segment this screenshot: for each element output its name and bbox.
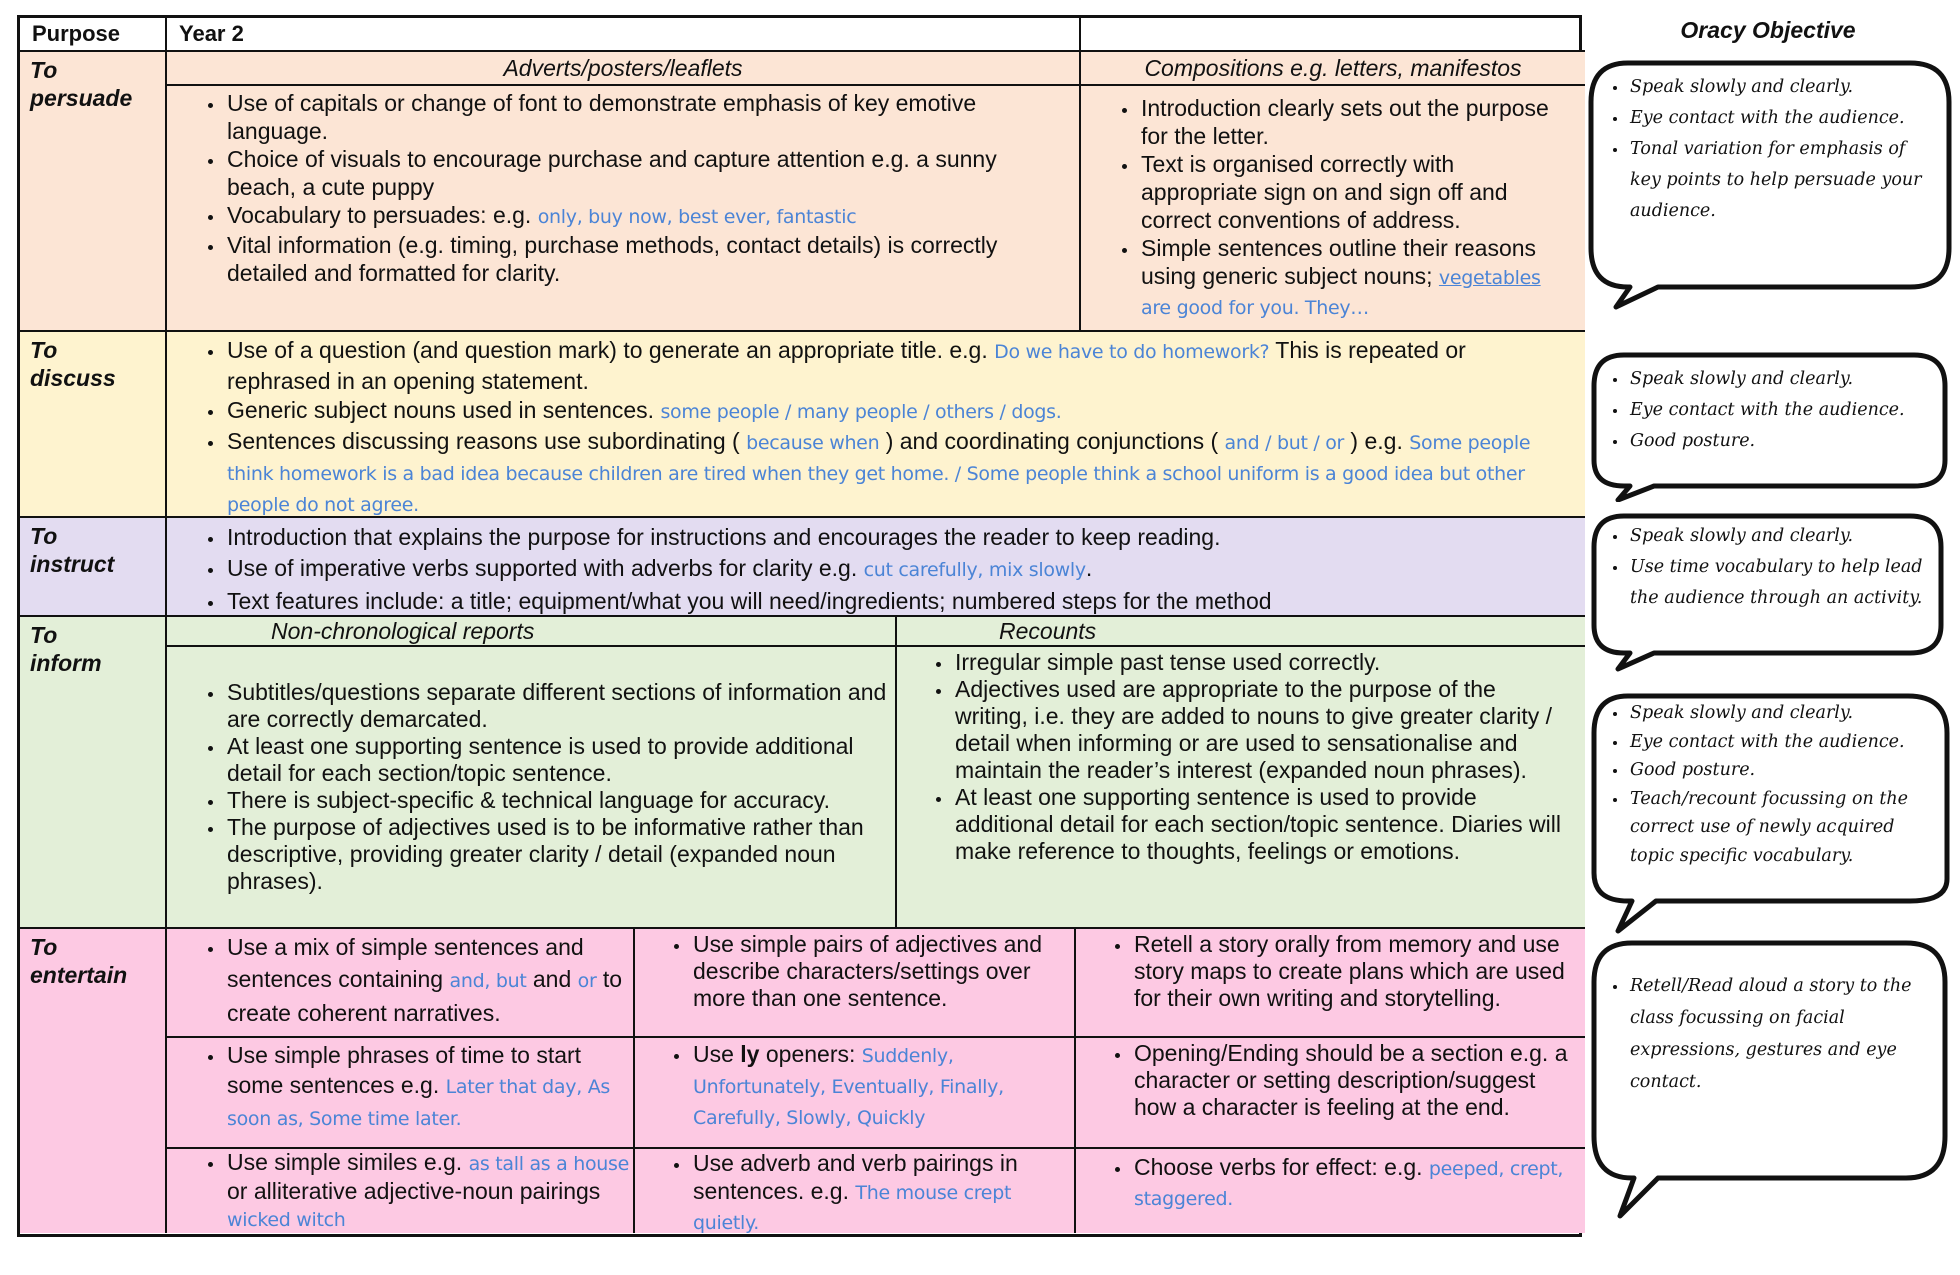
purpose-word: instruct <box>30 551 115 577</box>
list-item: • At least one supporting sentence is used to provide additional detail for each section/topic sentence. Diaries will make reference to thoughts, feelings or emotions. <box>953 784 1575 865</box>
purpose-inform <box>20 617 167 929</box>
list-item: • Simple sentences outline their reasons using generic subject nouns; vegetables are good for you. They… <box>1139 234 1575 322</box>
oracy-list <box>1588 72 1928 227</box>
inform-content <box>167 617 1585 929</box>
inform-left-content <box>167 647 897 927</box>
list-item: • Speak slowly and clearly. <box>1628 364 1928 395</box>
persuade-left-content <box>167 86 1081 332</box>
list-item: • Use of imperative verbs supported with adverbs for clarity e.g. cut carefully, mix slowly. <box>225 553 1585 586</box>
entertain-cell <box>1076 1038 1585 1149</box>
header-year: Year 2 <box>167 18 1081 52</box>
header-purpose: Purpose <box>20 18 167 52</box>
handwritten-example: Later that day, As soon as, Some time later. <box>227 1076 610 1130</box>
list-item: • Good posture. <box>1628 756 1928 785</box>
oracy-list <box>1588 970 1928 1098</box>
list-item: • Opening/Ending should be a section e.g. a character or setting description/suggest how a character is feeling at the end. <box>1132 1040 1577 1121</box>
purpose-word: discuss <box>30 365 116 391</box>
list-item: • Use simple similes e.g. as tall as a house or alliterative adjective-noun pairings wicked witch <box>225 1149 633 1233</box>
handwritten-example: Some people think homework is a bad idea because children are tired when they get home. / Some people think a school uniform is a good idea but other people do not agree. <box>227 432 1531 516</box>
list-item: • Retell a story orally from memory and use story maps to create plans which are used for their own writing and storytelling. <box>1132 931 1577 1012</box>
handwritten-example: only, buy now, best ever, fantastic <box>537 206 857 228</box>
oracy-list <box>1588 699 1928 870</box>
purpose-entertain <box>20 929 167 1233</box>
list-item: • There is subject-specific & technical language for accuracy. <box>225 787 889 814</box>
list-item: • Retell/Read aloud a story to the class focussing on facial expressions, gestures and eye contact. <box>1628 970 1928 1098</box>
speech-bubble-inform <box>1588 693 1952 938</box>
list-item: • Text is organised correctly with appropriate sign on and sign off and correct conventions of address. <box>1139 150 1575 234</box>
handwritten-example: are good for you. They… <box>1141 297 1370 319</box>
list-item: • At least one supporting sentence is used to provide additional detail for each section/topic sentence. <box>225 733 889 787</box>
entertain-cell <box>167 1149 635 1233</box>
inform-left-title: Non-chronological reports <box>167 617 897 647</box>
persuade-right-title: Compositions e.g. letters, manifestos <box>1081 52 1585 86</box>
handwritten-example: because when <box>746 432 880 454</box>
list-item: • Irregular simple past tense used correctly. <box>953 649 1575 676</box>
list-item: • Eye contact with the audience. <box>1628 103 1928 134</box>
list-item: • Vocabulary to persuades: e.g. only, buy now, best ever, fantastic <box>225 201 1069 231</box>
inform-right-title: Recounts <box>897 617 1585 647</box>
bold-text: ly <box>740 1041 760 1067</box>
handwritten-example: as tall as a house <box>468 1153 630 1175</box>
list-item: • Sentences discussing reasons use subordinating ( because when ) and coordinating conjunctions ( and / but / or ) e.g. Some people think homework is a bad idea because children are tired when they get home. / Some people think a school uniform is a good idea but other people do not agree. <box>225 427 1569 518</box>
bullet-list <box>1076 931 1577 1012</box>
bullet-list <box>167 931 633 1029</box>
oracy-list <box>1588 521 1928 614</box>
bullet-list <box>635 1040 1074 1133</box>
bullet-list <box>897 649 1575 865</box>
list-item: • Use time vocabulary to help lead the audience through an activity. <box>1628 552 1928 614</box>
bullet-list <box>167 1040 633 1134</box>
header-blank <box>1081 18 1585 52</box>
oracy-objective-title: Oracy Objective <box>1680 17 1856 43</box>
purpose-to: To <box>30 934 58 960</box>
purpose-to: To <box>30 57 58 83</box>
purpose-to: To <box>30 622 58 648</box>
list-item: • Eye contact with the audience. <box>1628 728 1928 757</box>
entertain-cell <box>167 1038 635 1149</box>
speech-bubble-instruct <box>1588 513 1952 673</box>
entertain-cell <box>1076 929 1585 1038</box>
purpose-discuss <box>20 332 167 518</box>
entertain-cell <box>635 1149 1076 1233</box>
entertain-cell <box>635 929 1076 1038</box>
list-item: • Vital information (e.g. timing, purchase methods, contact details) is correctly detailed and formatted for clarity. <box>225 231 1069 287</box>
bullet-list <box>1081 94 1575 322</box>
list-item: • Use of capitals or change of font to demonstrate emphasis of key emotive language. <box>225 89 1069 145</box>
list-item: • Tonal variation for emphasis of key points to help persuade your audience. <box>1628 134 1928 227</box>
list-item: • Use simple pairs of adjectives and describe characters/settings over more than one sentence. <box>691 931 1074 1012</box>
purpose-word: inform <box>30 650 102 676</box>
handwritten-example: wicked witch <box>227 1209 346 1231</box>
bullet-list <box>167 679 889 895</box>
purpose-word: persuade <box>30 85 133 111</box>
purpose-persuade <box>20 52 167 332</box>
bullet-list <box>167 89 1069 287</box>
writing-objectives-table <box>17 15 1582 1237</box>
bullet-list <box>1076 1153 1577 1213</box>
instruct-content <box>167 518 1585 617</box>
bullet-list <box>635 931 1074 1012</box>
handwritten-example: or <box>577 970 597 992</box>
handwritten-example: peeped, crept, staggered. <box>1134 1158 1564 1210</box>
bullet-list <box>167 522 1585 617</box>
handwritten-example: some people / many people / others / dogs. <box>660 401 1062 423</box>
oracy-list <box>1588 364 1928 457</box>
entertain-cell <box>635 1038 1076 1149</box>
bullet-list <box>167 336 1569 518</box>
purpose-to: To <box>30 337 58 363</box>
bullet-list <box>167 1149 633 1233</box>
discuss-content <box>167 332 1585 518</box>
purpose-instruct <box>20 518 167 617</box>
purpose-to: To <box>30 523 58 549</box>
list-item: • Use of a question (and question mark) to generate an appropriate title. e.g. Do we have to do homework? This is repeated or rephrased in an opening statement. <box>225 336 1569 396</box>
handwritten-example: Do we have to do homework? <box>994 341 1270 363</box>
list-item: • Teach/recount focussing on the correct use of newly acquired topic specific vocabulary. <box>1628 785 1928 871</box>
list-item: • Generic subject nouns used in sentences. some people / many people / others / dogs. <box>225 396 1569 427</box>
list-item: • Use adverb and verb pairings in sentences. e.g. The mouse crept quietly. <box>691 1149 1074 1233</box>
list-item: • Use simple phrases of time to start some sentences e.g. Later that day, As soon as, Some time later. <box>225 1040 633 1134</box>
list-item: • Good posture. <box>1628 426 1928 457</box>
entertain-cell <box>1076 1149 1585 1233</box>
bullet-list <box>635 1149 1074 1233</box>
list-item: • Introduction that explains the purpose for instructions and encourages the reader to keep reading. <box>225 522 1585 553</box>
list-item: • Choose verbs for effect: e.g. peeped, crept, staggered. <box>1132 1153 1577 1213</box>
speech-bubble-persuade <box>1588 60 1952 310</box>
handwritten-example: Suddenly, Unfortunately, Eventually, Finally, Carefully, Slowly, Quickly <box>693 1045 1004 1129</box>
list-item: • Speak slowly and clearly. <box>1628 521 1928 552</box>
bullet-list <box>1076 1040 1577 1121</box>
list-item: • Use ly openers: Suddenly, Unfortunately, Eventually, Finally, Carefully, Slowly, Quickly <box>691 1040 1074 1133</box>
persuade-left-title: Adverts/posters/leaflets <box>167 52 1081 86</box>
purpose-word: entertain <box>30 962 128 988</box>
speech-bubble-discuss <box>1588 352 1952 502</box>
handwritten-example: and / but / or <box>1224 432 1345 454</box>
handwritten-example: vegetables <box>1438 267 1541 289</box>
list-item: • Choice of visuals to encourage purchase and capture attention e.g. a sunny beach, a cute puppy <box>225 145 1069 201</box>
handwritten-example: The mouse crept quietly. <box>693 1182 1012 1233</box>
list-item: • Speak slowly and clearly. <box>1628 72 1928 103</box>
handwritten-example: and, but <box>449 970 527 992</box>
list-item: • Adjectives used are appropriate to the purpose of the writing, i.e. they are added to nouns to give greater clarity / detail when informing or are used to sensationalise and maintain the reader’s interest (expanded noun phrases). <box>953 676 1575 784</box>
entertain-cell <box>167 929 635 1038</box>
list-item: • Subtitles/questions separate different sections of information and are correctly demarcated. <box>225 679 889 733</box>
inform-right-content <box>897 647 1585 927</box>
list-item: • The purpose of adjectives used is to be informative rather than descriptive, providing greater clarity / detail (expanded noun phrases). <box>225 814 889 895</box>
list-item: • Use a mix of simple sentences and sentences containing and, but and or to create coherent narratives. <box>225 931 633 1029</box>
list-item: • Introduction clearly sets out the purpose for the letter. <box>1139 94 1575 150</box>
list-item: • Eye contact with the audience. <box>1628 395 1928 426</box>
persuade-right-content <box>1081 86 1585 332</box>
list-item: • Speak slowly and clearly. <box>1628 699 1928 728</box>
handwritten-example: cut carefully, mix slowly <box>863 559 1086 581</box>
entertain-content <box>167 929 1585 1233</box>
speech-bubble-entertain <box>1588 940 1952 1220</box>
list-item: • Text features include: a title; equipment/what you will need/ingredients; numbered steps for the method <box>225 586 1585 617</box>
